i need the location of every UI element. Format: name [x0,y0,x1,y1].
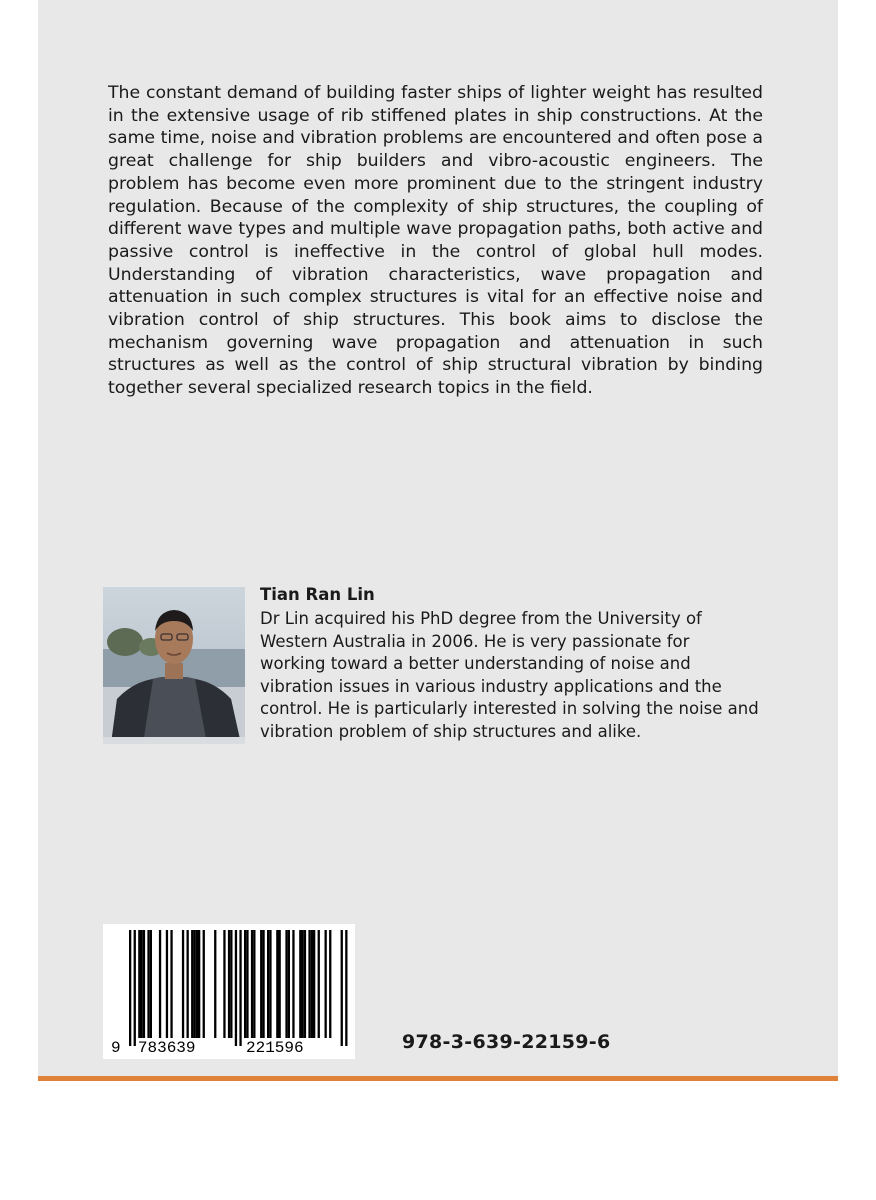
barcode-bar [318,930,320,1038]
barcode-bar [253,930,255,1038]
barcode-bar [308,930,310,1038]
accent-rule [38,1076,838,1081]
barcode-digits: 221596 [246,1039,304,1057]
author-photo [103,587,245,744]
barcode-bar [193,930,195,1038]
barcode-bar [143,930,145,1038]
barcode-bar [288,930,290,1038]
barcode-bar [276,930,278,1038]
barcode-bar [214,930,216,1038]
barcode-bar [235,930,237,1046]
barcode-bar [203,930,205,1038]
barcode-bar [198,930,200,1038]
barcode-bar [230,930,232,1038]
barcode-bar [228,930,230,1038]
barcode-bar [166,930,168,1038]
barcode-bar [239,930,241,1046]
barcode-bar [191,930,193,1038]
barcode-bar [299,930,301,1038]
barcode-bar [260,930,262,1038]
barcode-bar [279,930,281,1038]
barcode-bar [129,930,131,1046]
barcode-bar [244,930,246,1038]
barcode-bar [147,930,149,1038]
book-blurb: The constant demand of building faster ships of lighter weight has resulted in the extensive usage of rib stiffened plates in ship constructions. At the same time, noise and vibration problems are encountered and often pose a great challenge for ship builders and vibro-acoustic engineers. The problem has become even more prominent due to the stringent industry regulation. Because of the complexity of ship structures, the coupling of different wave types and multiple wave propagation paths, both active and passive control is ineffective in the control of global hull modes. Understanding of vibration characteristics, wave propagation and attenuation in such complex structures is vital for an effective noise and vibration control of ship structures. This book aims to disclose the mechanism governing wave propagation and attenuation in such structures as well as the control of ship structural vibration by binding together several specialized research topics in the field. [108,83,763,399]
barcode-bar [267,930,269,1038]
barcode-bar [159,930,161,1038]
barcode-bar [329,930,331,1038]
author-bio: Dr Lin acquired his PhD degree from the University of Western Australia in 2006. He is very passionate for working toward a better understanding of noise and vibration issues in various industry applications and the control. He is particularly interested in solving the noise and vibration problem of ship structures and alike. [260,609,759,741]
author-portrait-image [103,587,245,744]
barcode-bar [182,930,184,1038]
barcode-bar [302,930,304,1038]
barcode-digits: 9 [111,1039,121,1057]
barcode-bar [262,930,264,1038]
barcode-bar [325,930,327,1038]
barcode-bar [196,930,198,1038]
barcode-bar [269,930,271,1038]
barcode-bar [170,930,172,1038]
barcode [103,924,355,1059]
barcode-bar [141,930,143,1038]
barcode-bar [246,930,248,1038]
barcode-bar [285,930,287,1038]
barcode-bar [251,930,253,1038]
author-name: Tian Ran Lin [260,585,375,604]
barcode-bar [138,930,140,1038]
barcode-bar [345,930,347,1046]
barcode-bar [341,930,343,1046]
barcode-digits: 783639 [137,1039,196,1057]
barcode-bar [304,930,306,1038]
isbn-number: 978-3-639-22159-6 [402,1031,611,1053]
barcode-bar [292,930,294,1038]
barcode-bar [187,930,189,1038]
barcode-bar [134,930,136,1046]
barcode-bar [150,930,152,1038]
barcode-bar [311,930,313,1038]
barcode-graphic [103,924,355,1059]
barcode-bar [313,930,315,1038]
barcode-bar [223,930,225,1038]
